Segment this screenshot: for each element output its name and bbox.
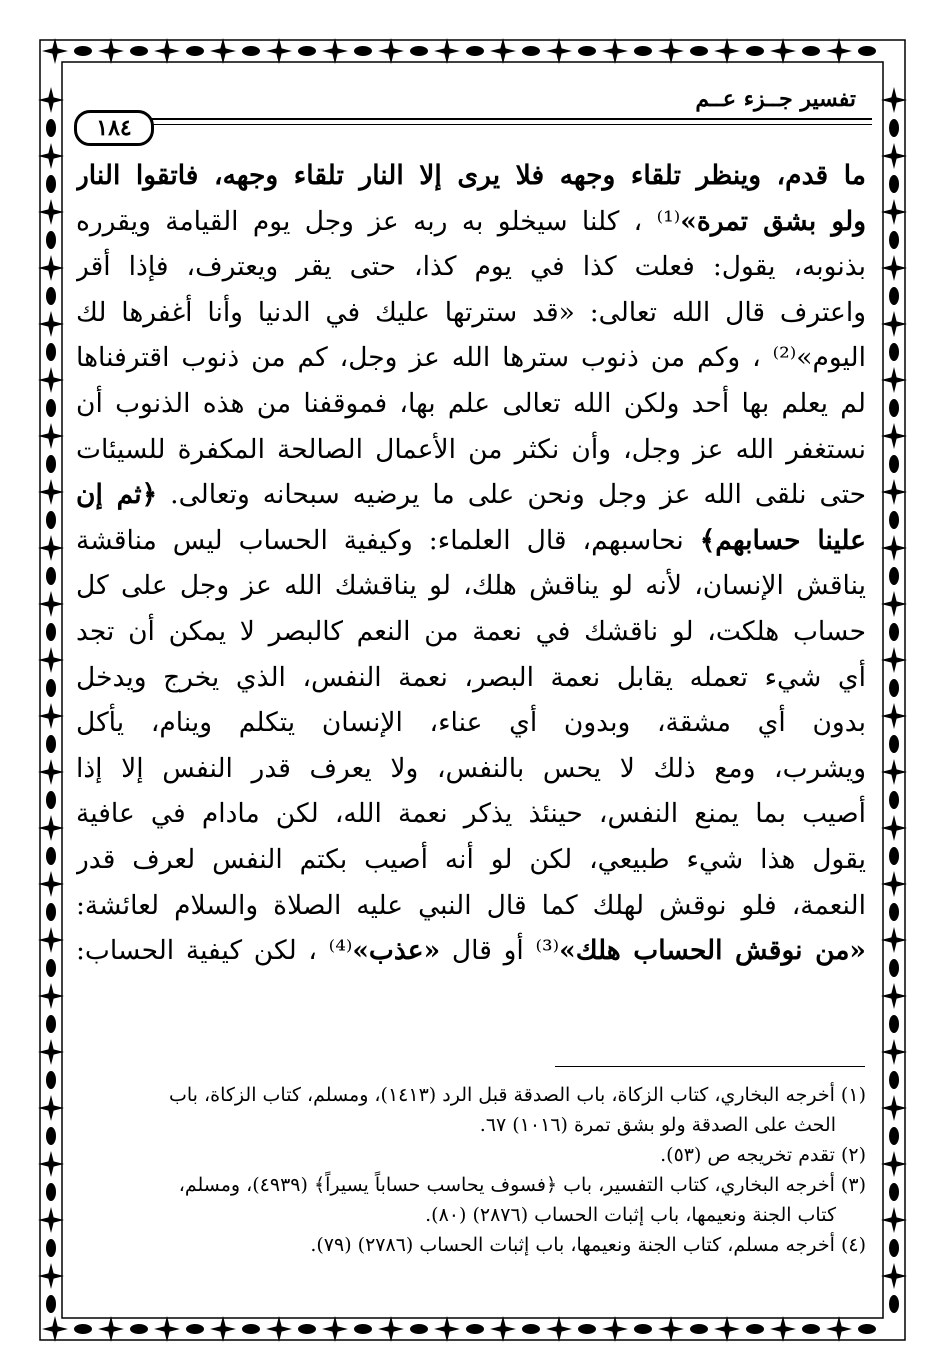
star-ornament (881, 927, 907, 953)
text-run: «عذب» (352, 935, 441, 967)
leaf-ornament (690, 46, 708, 56)
leaf-ornament (46, 1239, 56, 1257)
star-ornament (322, 38, 348, 64)
star-ornament (154, 1316, 180, 1342)
leaf-ornament (889, 119, 899, 137)
star-ornament (38, 143, 64, 169)
leaf-ornament (634, 46, 652, 56)
footnotes (76, 1080, 866, 1260)
leaf-ornament (889, 343, 899, 361)
leaf-ornament (130, 1324, 148, 1334)
text-run: ما قدم، وينظر تلقاء وجهه فلا يرى إلا النار تلقاء وجهه، فاتقوا النار (76, 160, 866, 191)
leaf-ornament (889, 1071, 899, 1089)
text-line (76, 290, 866, 336)
leaf-ornament (74, 1324, 92, 1334)
leaf-ornament (46, 175, 56, 193)
leaf-ornament (889, 567, 899, 585)
leaf-ornament (46, 959, 56, 977)
star-ornament (378, 38, 404, 64)
star-ornament (38, 591, 64, 617)
leaf-ornament (46, 679, 56, 697)
star-ornament (38, 87, 64, 113)
leaf-ornament (46, 231, 56, 249)
leaf-ornament (522, 46, 540, 56)
star-ornament (434, 38, 460, 64)
footnote-line: (٣) أخرجه البخاري، كتاب التفسير، باب ﴿فسوف يحاسب حساباً يسيراً﴾ (٤٩٣٩)، ومسلم، (178, 1174, 866, 1196)
star-ornament (38, 367, 64, 393)
leaf-ornament (46, 847, 56, 865)
star-ornament (881, 759, 907, 785)
star-ornament (881, 423, 907, 449)
star-ornament (714, 38, 740, 64)
star-ornament (881, 1095, 907, 1121)
leaf-ornament (46, 903, 56, 921)
star-ornament (881, 255, 907, 281)
leaf-ornament (46, 623, 56, 641)
text-run: ⁽³⁾ أو قال (440, 935, 560, 967)
star-ornament (98, 38, 124, 64)
footnote-line: كتاب الجنة ونعيمها، باب إثبات الحساب (٢٨٧٦) (٨٠). (425, 1204, 836, 1226)
leaf-ornament (466, 1324, 484, 1334)
text-line (76, 427, 866, 473)
star-ornament (38, 983, 64, 1009)
star-ornament (490, 38, 516, 64)
star-ornament (881, 479, 907, 505)
text-run: حساب هلكت، لو ناقشك في نعمة من النعم كالبصر لا يمكن أن تجد (76, 615, 866, 647)
leaf-ornament (889, 399, 899, 417)
text-run: بذنوبه، يقول: فعلت كذا في يوم كذا، حتى يقر ويعترف، فإذا أقر (76, 251, 866, 283)
star-ornament (38, 255, 64, 281)
footnote-line: (٢) تقدم تخريجه ص (٥٣). (660, 1144, 866, 1166)
star-ornament (881, 311, 907, 337)
star-ornament (38, 1207, 64, 1233)
footnote-line: (٤) أخرجه مسلم، كتاب الجنة ونعيمها، باب إثبات الحساب (٢٧٨٦) (٧٩). (310, 1234, 866, 1256)
leaf-ornament (802, 1324, 820, 1334)
text-line (76, 563, 866, 609)
star-ornament (38, 759, 64, 785)
leaf-ornament (242, 46, 260, 56)
leaf-ornament (354, 46, 372, 56)
leaf-ornament (889, 903, 899, 921)
star-ornament (42, 1316, 68, 1342)
leaf-ornament (858, 1324, 876, 1334)
text-line (76, 837, 866, 883)
star-ornament (210, 1316, 236, 1342)
star-ornament (210, 38, 236, 64)
footnote-line: (١) أخرجه البخاري، كتاب الزكاة، باب الصدقة قبل الرد (١٤١٣)، ومسلم، كتاب الزكاة، باب (169, 1084, 866, 1106)
leaf-ornament (889, 511, 899, 529)
text-run: نستغفر الله عز وجل، وأن نكثر من الأعمال الصالحة المكفرة للسيئات (76, 433, 866, 465)
leaf-ornament (889, 1183, 899, 1201)
leaf-ornament (858, 46, 876, 56)
page-header (70, 82, 872, 152)
text-run: النعمة، فلو نوقش لهلك كما قال النبي عليه الصلاة والسلام لعائشة: (76, 889, 866, 921)
leaf-ornament (46, 1127, 56, 1145)
star-ornament (826, 1316, 852, 1342)
star-ornament (490, 1316, 516, 1342)
header-rule (148, 118, 872, 120)
text-run: أصيب بما يمنع النفس، حينئذ يذكر نعمة الله، لكن مادام في عافية (76, 798, 866, 830)
star-ornament (38, 1095, 64, 1121)
text-run: يناقش الإنسان، لأنه لو يناقش هلك، لو يناقشك الله عز وجل على كل (76, 570, 866, 602)
text-run: ﴿ثم إن (76, 479, 158, 511)
star-ornament (881, 815, 907, 841)
star-ornament (658, 1316, 684, 1342)
leaf-ornament (889, 679, 899, 697)
star-ornament (38, 199, 64, 225)
leaf-ornament (46, 1183, 56, 1201)
star-ornament (378, 1316, 404, 1342)
star-ornament (38, 647, 64, 673)
text-line (76, 883, 866, 929)
star-ornament (881, 871, 907, 897)
text-line (76, 655, 866, 701)
text-run: يقول هذا شيء طبيعي، لكن لو أنه أصيب بكتم النفس لعرف قدر (76, 843, 866, 875)
leaf-ornament (298, 1324, 316, 1334)
leaf-ornament (46, 1295, 56, 1313)
leaf-ornament (46, 1071, 56, 1089)
leaf-ornament (889, 847, 899, 865)
leaf-ornament (746, 1324, 764, 1334)
text-line (76, 335, 866, 381)
footnote-line: الحث على الصدقة ولو بشق تمرة (١٠١٦) ٦٧. (479, 1114, 836, 1136)
star-ornament (881, 87, 907, 113)
text-run: اليوم»⁽²⁾ ، وكم من ذنوب سترها الله عز وجل، كم من ذنوب اقترفناها (76, 342, 866, 374)
header-rule-thin (148, 124, 872, 125)
leaf-ornament (186, 46, 204, 56)
footnote-separator (555, 1066, 865, 1067)
body-text (76, 153, 866, 974)
star-ornament (770, 38, 796, 64)
star-ornament (881, 591, 907, 617)
star-ornament (42, 38, 68, 64)
leaf-ornament (46, 399, 56, 417)
leaf-ornament (889, 1295, 899, 1313)
leaf-ornament (242, 1324, 260, 1334)
leaf-ornament (522, 1324, 540, 1334)
star-ornament (714, 1316, 740, 1342)
leaf-ornament (889, 231, 899, 249)
star-ornament (881, 535, 907, 561)
star-ornament (881, 1207, 907, 1233)
star-ornament (881, 367, 907, 393)
star-ornament (38, 703, 64, 729)
leaf-ornament (889, 1239, 899, 1257)
text-run: حتى نلقى الله عز وجل ونحن على ما يرضيه سبحانه وتعالى. (157, 479, 866, 511)
leaf-ornament (410, 1324, 428, 1334)
leaf-ornament (889, 959, 899, 977)
text-line (76, 472, 866, 518)
text-run: ⁽⁴⁾ ، لكن كيفية الحساب: (76, 935, 353, 967)
text-run: أي شيء تعمله يقابل نعمة البصر، نعمة النفس، الذي يخرج ويدخل (76, 661, 866, 693)
leaf-ornament (46, 791, 56, 809)
star-ornament (826, 38, 852, 64)
star-ornament (881, 647, 907, 673)
leaf-ornament (578, 46, 596, 56)
text-line (76, 700, 866, 746)
star-ornament (154, 38, 180, 64)
text-run: بدون أي مشقة، وبدون أي عناء، الإنسان يتكلم وينام، يأكل (76, 707, 866, 739)
leaf-ornament (46, 119, 56, 137)
leaf-ornament (46, 1015, 56, 1033)
leaf-ornament (46, 511, 56, 529)
text-line (76, 609, 866, 655)
leaf-ornament (46, 343, 56, 361)
star-ornament (881, 199, 907, 225)
star-ornament (266, 38, 292, 64)
leaf-ornament (74, 46, 92, 56)
star-ornament (658, 38, 684, 64)
text-run: «من نوقش الحساب هلك» (559, 935, 866, 967)
text-line (76, 928, 866, 974)
star-ornament (546, 1316, 572, 1342)
leaf-ornament (46, 455, 56, 473)
leaf-ornament (46, 735, 56, 753)
star-ornament (770, 1316, 796, 1342)
text-line (76, 153, 866, 199)
star-ornament (38, 311, 64, 337)
leaf-ornament (889, 1127, 899, 1145)
star-ornament (38, 1263, 64, 1289)
star-ornament (434, 1316, 460, 1342)
text-line (76, 381, 866, 427)
leaf-ornament (578, 1324, 596, 1334)
star-ornament (881, 703, 907, 729)
star-ornament (38, 927, 64, 953)
text-line (76, 791, 866, 837)
star-ornament (881, 1151, 907, 1177)
star-ornament (38, 535, 64, 561)
leaf-ornament (889, 455, 899, 473)
leaf-ornament (746, 46, 764, 56)
text-run: ويشرب، ومع ذلك لا يحس بالنفس، ولا يعرف قدر النفس إلا إذا (76, 752, 866, 784)
leaf-ornament (298, 46, 316, 56)
text-run: ولو بشق تمرة» (680, 205, 866, 237)
text-line (76, 518, 866, 564)
leaf-ornament (802, 46, 820, 56)
text-run: لم يعلم بها أحد ولكن الله تعالى علم بها، فموقفنا من هذه الذنوب أن (76, 387, 866, 419)
leaf-ornament (130, 46, 148, 56)
text-line (76, 199, 866, 245)
text-line (76, 244, 866, 290)
star-ornament (38, 479, 64, 505)
leaf-ornament (634, 1324, 652, 1334)
star-ornament (546, 38, 572, 64)
star-ornament (322, 1316, 348, 1342)
leaf-ornament (889, 623, 899, 641)
star-ornament (98, 1316, 124, 1342)
star-ornament (38, 1151, 64, 1177)
star-ornament (38, 1039, 64, 1065)
star-ornament (266, 1316, 292, 1342)
leaf-ornament (46, 287, 56, 305)
leaf-ornament (889, 1015, 899, 1033)
text-line (76, 746, 866, 792)
text-run: واعترف قال الله تعالى: «قد سترتها عليك في الدنيا وأنا أغفرها لك (76, 296, 866, 328)
star-ornament (602, 1316, 628, 1342)
leaf-ornament (410, 46, 428, 56)
leaf-ornament (186, 1324, 204, 1334)
text-run: ⁽¹⁾ ، كلنا سيخلو به ربه عز وجل يوم القيامة ويقرره (76, 205, 681, 237)
leaf-ornament (889, 735, 899, 753)
star-ornament (602, 38, 628, 64)
leaf-ornament (690, 1324, 708, 1334)
star-ornament (38, 423, 64, 449)
page-number: ١٨٤ (74, 110, 154, 146)
book-title: تفسير جــزء عــم (695, 86, 856, 112)
text-run: نحاسبهم، قال العلماء: وكيفية الحساب ليس مناقشة (76, 524, 700, 556)
leaf-ornament (354, 1324, 372, 1334)
star-ornament (881, 1039, 907, 1065)
leaf-ornament (889, 791, 899, 809)
star-ornament (881, 143, 907, 169)
star-ornament (38, 871, 64, 897)
leaf-ornament (889, 175, 899, 193)
leaf-ornament (889, 287, 899, 305)
leaf-ornament (466, 46, 484, 56)
star-ornament (881, 1263, 907, 1289)
star-ornament (38, 815, 64, 841)
star-ornament (881, 983, 907, 1009)
text-run: علينا حسابهم﴾ (699, 524, 866, 556)
leaf-ornament (46, 567, 56, 585)
